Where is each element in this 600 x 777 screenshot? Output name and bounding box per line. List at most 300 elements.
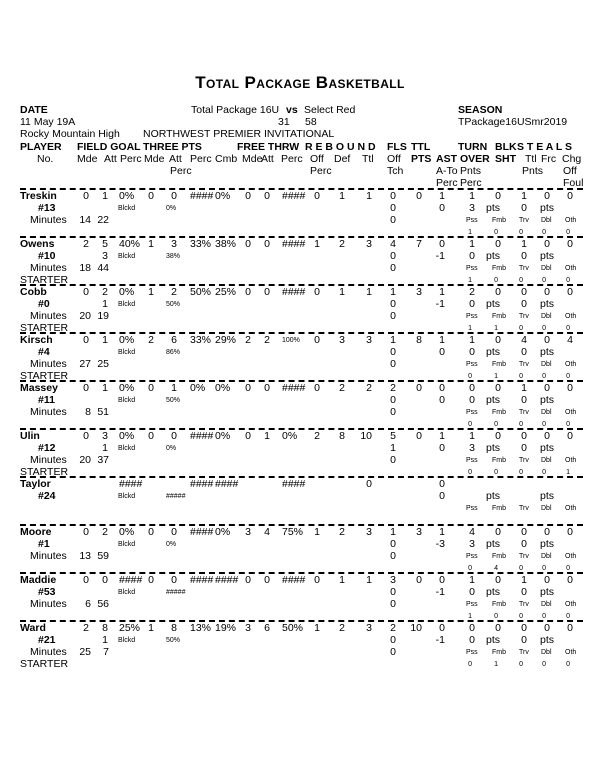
pss-label: Pss	[466, 313, 478, 320]
reb-total: 3	[366, 238, 372, 250]
blocks: 0	[495, 430, 501, 442]
three-blocked-percent: 0%	[166, 445, 177, 452]
fouls: 1	[390, 286, 396, 298]
header-col-18: SHT	[495, 153, 516, 165]
turnover-detail-4: 0	[566, 661, 570, 668]
three-percent: ####	[190, 430, 214, 442]
header-sub-5: Pnts	[522, 165, 544, 177]
pts-label-2: pts	[540, 298, 555, 310]
player-name: Massey	[20, 382, 58, 394]
fls-secondary: 0	[390, 634, 396, 646]
total-points: 8	[416, 334, 422, 346]
ft-made: 2	[245, 334, 251, 346]
blocks: 0	[495, 190, 501, 202]
ft-attempted: 0	[264, 286, 270, 298]
pts-label: pts	[486, 298, 501, 310]
three-blocked-percent: 50%	[166, 397, 181, 404]
minutes-label: Minutes	[30, 646, 67, 658]
steals-charge: 0	[567, 430, 573, 442]
header-col-8: Mde	[242, 153, 263, 165]
jersey-number: #21	[38, 634, 56, 646]
turnover-detail-1: 1	[494, 373, 498, 380]
combined-percent: ####	[215, 478, 239, 490]
blocks: 0	[495, 286, 501, 298]
turnover-points: 0	[469, 346, 475, 358]
oth-label: Oth	[565, 361, 577, 368]
turnover-points: 3	[469, 442, 475, 454]
total-points: 0	[416, 574, 422, 586]
turnover-detail-2: 0	[519, 325, 523, 332]
seconds-value: 25	[97, 358, 109, 370]
steals-charge: 0	[567, 286, 573, 298]
blocked-label: Blckd	[118, 205, 136, 212]
minutes-label: Minutes	[30, 358, 67, 370]
turnover-points: 3	[469, 538, 475, 550]
dbl-label: Dbl	[541, 361, 552, 368]
fmb-label: Fmb	[492, 553, 506, 560]
trv-label: Trv	[519, 361, 529, 368]
minutes-label: Minutes	[30, 214, 67, 226]
turnover-detail-0: 1	[468, 229, 472, 236]
turnover-detail-0: 1	[468, 325, 472, 332]
steals-forced: 0	[544, 430, 550, 442]
oth-label: Oth	[565, 649, 577, 656]
minutes-value: 27	[79, 358, 91, 370]
trv-label: Trv	[519, 313, 529, 320]
ft-percent: ####	[282, 574, 306, 586]
pts-label: pts	[486, 442, 501, 454]
header-group-1: FIELD GOAL	[77, 141, 141, 153]
pts-label: pts	[486, 538, 501, 550]
reb-def: 2	[339, 238, 345, 250]
fg-made: 0	[83, 334, 89, 346]
blocks: 0	[495, 526, 501, 538]
ft-percent: ####	[282, 238, 306, 250]
fmb-label: Fmb	[492, 313, 506, 320]
assist-to-ratio: -1	[435, 586, 445, 598]
three-percent: 0%	[190, 382, 206, 394]
seconds-value: 44	[97, 262, 109, 274]
fg-made: 0	[83, 190, 89, 202]
turnover-detail-2: 0	[519, 469, 523, 476]
fg-attempted: 5	[102, 238, 108, 250]
pts-label-2: pts	[540, 346, 555, 358]
turnover-detail-2: 0	[519, 565, 523, 572]
combined-percent: 19%	[215, 622, 237, 634]
steals-forced: 0	[544, 382, 550, 394]
steals: 1	[521, 238, 527, 250]
reb-total: 3	[366, 334, 372, 346]
ft-attempted: 0	[264, 574, 270, 586]
blocked-label: Blckd	[118, 589, 136, 596]
steal-points: 0	[521, 586, 527, 598]
assists: 0	[439, 574, 445, 586]
turnover-detail-2: 0	[519, 373, 523, 380]
dbl-label: Dbl	[541, 505, 552, 512]
header-sub-0: Perc	[170, 165, 192, 177]
fmb-label: Fmb	[492, 601, 506, 608]
date-label: DATE	[20, 104, 48, 116]
ft-attempted: 0	[264, 382, 270, 394]
fouls: 4	[390, 238, 396, 250]
fls-tertiary: 0	[390, 646, 396, 658]
dbl-label: Dbl	[541, 313, 552, 320]
fg-percent: 25%	[119, 622, 141, 634]
assist-to-ratio: -1	[435, 250, 445, 262]
pts-label: pts	[486, 394, 501, 406]
turnovers: 4	[469, 526, 475, 538]
reb-off: 0	[314, 334, 320, 346]
ft-percent: 100%	[282, 337, 300, 344]
three-percent: ####	[190, 478, 214, 490]
turnover-detail-3: 0	[542, 421, 546, 428]
header-col-9: Att	[261, 153, 274, 165]
blocked-label: Blckd	[118, 445, 136, 452]
turnover-detail-3: 0	[542, 277, 546, 284]
fouls: 3	[390, 574, 396, 586]
dbl-label: Dbl	[541, 553, 552, 560]
pts-label-2: pts	[540, 250, 555, 262]
reb-def: 3	[339, 334, 345, 346]
three-made: 0	[148, 574, 154, 586]
reb-off: 0	[314, 286, 320, 298]
assists: 1	[439, 190, 445, 202]
pss-label: Pss	[466, 265, 478, 272]
fls-secondary: 0	[390, 298, 396, 310]
combined-percent: ####	[215, 574, 239, 586]
header-sub-1: Perc	[310, 165, 332, 177]
turnover-detail-4: 1	[566, 469, 570, 476]
oth-label: Oth	[565, 553, 577, 560]
fg-attempted: 1	[102, 334, 108, 346]
ft-attempted: 1	[264, 430, 270, 442]
header-group-7: TURN	[458, 141, 488, 153]
turnovers: 2	[469, 286, 475, 298]
pts-label: pts	[486, 250, 501, 262]
header-sub-2: Tch	[387, 165, 404, 177]
turnover-detail-2: 0	[519, 277, 523, 284]
three-percent: 50%	[190, 286, 212, 298]
turnover-detail-3: 0	[542, 229, 546, 236]
tournament: NORTHWEST PREMIER INVITATIONAL	[143, 128, 335, 140]
turnover-detail-1: 4	[494, 565, 498, 572]
minutes-value: 18	[79, 262, 91, 274]
report-title: Total Package Basketball	[195, 73, 405, 92]
fmb-label: Fmb	[492, 457, 506, 464]
ft-percent: ####	[282, 286, 306, 298]
reb-total: 0	[366, 478, 372, 490]
fls-tertiary: 0	[390, 550, 396, 562]
assists: 0	[439, 478, 445, 490]
blocks: 0	[495, 334, 501, 346]
combined-percent: 0%	[215, 190, 231, 202]
combined-percent: 0%	[215, 382, 231, 394]
three-made: 0	[148, 190, 154, 202]
reb-def: 1	[339, 190, 345, 202]
header-col-19: Ttl	[525, 153, 537, 165]
minutes-label: Minutes	[30, 406, 67, 418]
assists: 1	[439, 286, 445, 298]
three-percent: ####	[190, 526, 214, 538]
ft-made: 0	[245, 430, 251, 442]
venue: Rocky Mountain High	[20, 128, 120, 140]
blocked-label: Blckd	[118, 397, 136, 404]
turnover-detail-0: 1	[468, 277, 472, 284]
steal-points: 0	[521, 394, 527, 406]
turnover-detail-1: 1	[494, 325, 498, 332]
fls-secondary: 0	[390, 346, 396, 358]
fls-secondary: 0	[390, 202, 396, 214]
assist-to-ratio: 0	[439, 442, 445, 454]
fg-blocked-count: 1	[102, 298, 108, 310]
header-col-6: Perc	[190, 153, 212, 165]
player-name: Kirsch	[20, 334, 53, 346]
fg-made: 0	[83, 382, 89, 394]
three-made: 1	[148, 622, 154, 634]
ft-made: 0	[245, 238, 251, 250]
player-name: Cobb	[20, 286, 47, 298]
assists: 1	[439, 526, 445, 538]
jersey-number: #12	[38, 442, 56, 454]
turnover-points: 0	[469, 298, 475, 310]
turnover-detail-1: 0	[494, 229, 498, 236]
minutes-label: Minutes	[30, 598, 67, 610]
fouls: 0	[390, 190, 396, 202]
minutes-label: Minutes	[30, 310, 67, 322]
total-points: 3	[416, 286, 422, 298]
turnover-detail-4: 0	[566, 229, 570, 236]
turnovers: 1	[469, 190, 475, 202]
fg-percent: ####	[119, 478, 143, 490]
ft-attempted: 0	[264, 190, 270, 202]
fg-made: 0	[83, 526, 89, 538]
three-attempted: 3	[171, 238, 177, 250]
fg-blocked-count: 3	[102, 250, 108, 262]
ft-percent: ####	[282, 382, 306, 394]
trv-label: Trv	[519, 409, 529, 416]
minutes-value: 20	[79, 310, 91, 322]
jersey-number: #13	[38, 202, 56, 214]
total-points: 0	[416, 430, 422, 442]
pts-label: pts	[486, 202, 501, 214]
player-name: Moore	[20, 526, 52, 538]
ft-made: 0	[245, 382, 251, 394]
steal-points: 0	[521, 250, 527, 262]
total-points: 0	[416, 382, 422, 394]
fg-percent: 0%	[119, 526, 135, 538]
minutes-value: 20	[79, 454, 91, 466]
reb-def: 1	[339, 574, 345, 586]
turnover-detail-1: 0	[494, 613, 498, 620]
fg-attempted: 2	[102, 286, 108, 298]
steal-points: 0	[521, 442, 527, 454]
oth-label: Oth	[565, 457, 577, 464]
jersey-number: #4	[38, 346, 50, 358]
turnover-detail-2: 0	[519, 421, 523, 428]
pts-label-2: pts	[540, 490, 555, 502]
reb-off: 1	[314, 526, 320, 538]
turnover-detail-0: 0	[468, 373, 472, 380]
three-attempted: 0	[171, 430, 177, 442]
reb-total: 3	[366, 622, 372, 634]
combined-percent: 25%	[215, 286, 237, 298]
fg-percent: 0%	[119, 286, 135, 298]
ft-made: 3	[245, 622, 251, 634]
fg-percent: 0%	[119, 334, 135, 346]
steals: 1	[521, 190, 527, 202]
reb-off: 0	[314, 574, 320, 586]
header-col-10: Perc	[281, 153, 303, 165]
fg-made: 0	[83, 430, 89, 442]
total-points: 7	[416, 238, 422, 250]
fg-attempted: 3	[102, 430, 108, 442]
header-sub-4: Pnts	[460, 165, 482, 177]
reb-total: 2	[366, 382, 372, 394]
three-attempted: 0	[171, 526, 177, 538]
trv-label: Trv	[519, 457, 529, 464]
header-group-0: PLAYER	[20, 141, 62, 153]
turnover-detail-3: 0	[542, 661, 546, 668]
steals-forced: 0	[544, 526, 550, 538]
turnover-detail-2: 0	[519, 613, 523, 620]
header-group-8: BLK	[495, 141, 517, 153]
ft-percent: ####	[282, 478, 306, 490]
header-col-3: Perc	[120, 153, 142, 165]
blocks: 0	[495, 574, 501, 586]
header-col-7: Cmb	[215, 153, 238, 165]
steals: 0	[521, 286, 527, 298]
assist-to-ratio: 0	[439, 202, 445, 214]
steals-charge: 0	[567, 190, 573, 202]
trv-label: Trv	[519, 265, 529, 272]
pts-label-2: pts	[540, 442, 555, 454]
three-attempted: 2	[171, 286, 177, 298]
turnover-detail-4: 0	[566, 565, 570, 572]
fg-percent: 0%	[119, 430, 135, 442]
three-blocked-percent: 0%	[166, 541, 177, 548]
header-col-5: Att	[169, 153, 182, 165]
fmb-label: Fmb	[492, 217, 506, 224]
fg-blocked-count: 1	[102, 634, 108, 646]
three-percent: ####	[190, 574, 214, 586]
assist-to-ratio: 0	[439, 490, 445, 502]
steals-charge: 0	[567, 526, 573, 538]
turnover-detail-2: 0	[519, 229, 523, 236]
turnover-detail-3: 0	[542, 325, 546, 332]
player-name: Treskin	[20, 190, 57, 202]
header-col-15: PTS	[411, 153, 432, 165]
season-label: SEASON	[458, 104, 503, 116]
assists: 0	[439, 622, 445, 634]
steal-points: 0	[521, 634, 527, 646]
combined-percent: 29%	[215, 334, 237, 346]
steals: 0	[521, 526, 527, 538]
player-name: Taylor	[20, 478, 51, 490]
jersey-number: #10	[38, 250, 56, 262]
minutes-value: 13	[79, 550, 91, 562]
player-name: Owens	[20, 238, 55, 250]
assists: 0	[439, 382, 445, 394]
minutes-label: Minutes	[30, 550, 67, 562]
ft-made: 0	[245, 574, 251, 586]
reb-off: 1	[314, 238, 320, 250]
dbl-label: Dbl	[541, 649, 552, 656]
fg-percent: 0%	[119, 190, 135, 202]
pts-label-2: pts	[540, 634, 555, 646]
reb-def: 2	[339, 382, 345, 394]
header-sub-3: A-To	[436, 165, 458, 177]
header-sub2-0: Perc	[436, 177, 458, 189]
player-name: Ward	[20, 622, 46, 634]
reb-total: 1	[366, 574, 372, 586]
steals-forced: 0	[544, 286, 550, 298]
fls-tertiary: 0	[390, 310, 396, 322]
header-col-0: No.	[37, 153, 54, 165]
ft-percent: ####	[282, 190, 306, 202]
steal-points: 0	[521, 202, 527, 214]
assists: 1	[439, 334, 445, 346]
fls-secondary: 0	[390, 250, 396, 262]
ft-percent: 0%	[282, 430, 298, 442]
fouls: 2	[390, 382, 396, 394]
assists: 1	[439, 430, 445, 442]
steal-points: 0	[521, 538, 527, 550]
turnover-detail-0: 0	[468, 469, 472, 476]
starter-label: STARTER	[20, 274, 69, 286]
fls-secondary: 0	[390, 394, 396, 406]
header-col-14: Off	[387, 153, 401, 165]
three-blocked-percent: 38%	[166, 253, 181, 260]
seconds-value: 51	[97, 406, 109, 418]
fls-secondary: 0	[390, 586, 396, 598]
three-made: 0	[148, 382, 154, 394]
fg-made: 0	[83, 286, 89, 298]
game-date: 11 May 19A	[20, 116, 76, 128]
header-col-20: Frc	[541, 153, 557, 165]
fls-tertiary: 0	[390, 262, 396, 274]
dbl-label: Dbl	[541, 457, 552, 464]
pss-label: Pss	[466, 457, 478, 464]
starter-label: STARTER	[20, 466, 69, 478]
reb-off: 0	[314, 382, 320, 394]
three-attempted: 1	[171, 382, 177, 394]
pss-label: Pss	[466, 361, 478, 368]
turnover-detail-0: 0	[468, 421, 472, 428]
fls-tertiary: 0	[390, 454, 396, 466]
assist-to-ratio: 0	[439, 394, 445, 406]
fg-made: 2	[83, 238, 89, 250]
turnover-detail-1: 0	[494, 421, 498, 428]
trv-label: Trv	[519, 217, 529, 224]
turnover-points: 0	[469, 394, 475, 406]
steals-forced: 0	[544, 238, 550, 250]
turnover-detail-1: 0	[494, 277, 498, 284]
assist-to-ratio: -3	[435, 538, 445, 550]
header-col-2: Att	[104, 153, 117, 165]
seconds-value: 56	[97, 598, 109, 610]
reb-def: 1	[339, 286, 345, 298]
three-attempted: 0	[171, 574, 177, 586]
turnover-detail-3: 0	[542, 373, 546, 380]
turnover-points: 0	[469, 634, 475, 646]
minutes-value: 14	[79, 214, 91, 226]
pts-label-2: pts	[540, 586, 555, 598]
turnover-points: 0	[469, 250, 475, 262]
steals: 0	[521, 622, 527, 634]
player-name: Maddie	[20, 574, 57, 586]
steals-forced: 0	[544, 622, 550, 634]
score-away: 58	[305, 116, 317, 128]
